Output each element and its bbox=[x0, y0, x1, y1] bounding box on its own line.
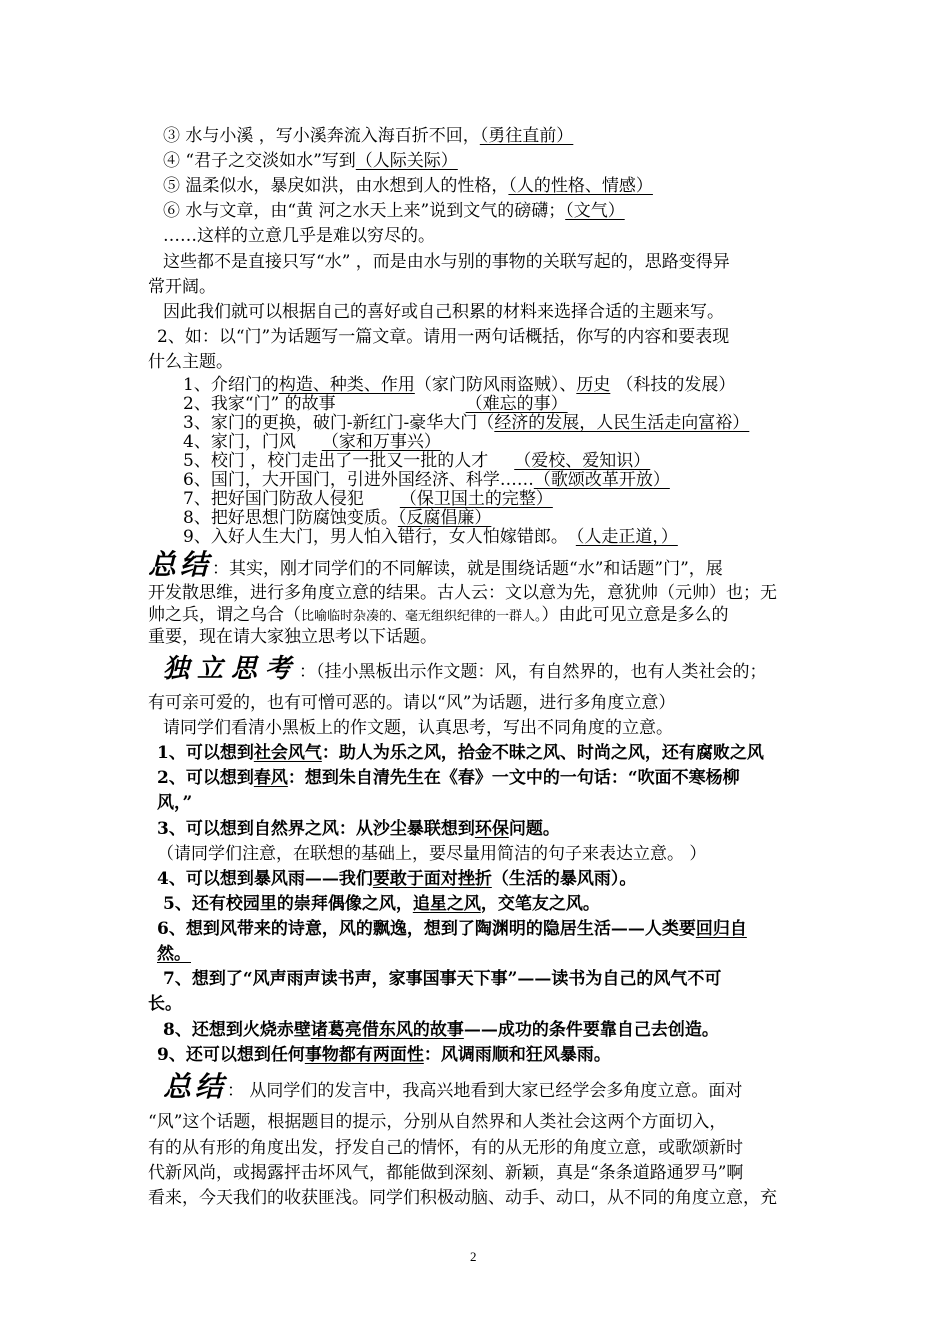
text-line bbox=[148, 604, 729, 628]
text: 代新风尚，或揭露抨击坏风气，都能做到深刻、新颖，真是“条条道路通罗马”啊 bbox=[148, 1163, 744, 1183]
text: 9、入好人生大门，男人怕入错行，女人怕嫁错郎。 bbox=[183, 527, 568, 547]
text: 因此我们就可以根据自己的喜好或自己积累的材料来选择合适的主题来写。 bbox=[163, 302, 724, 322]
underlined-answer: （人的性格、情感） bbox=[508, 176, 653, 196]
text-line bbox=[183, 471, 670, 490]
underlined-answer: 然。 bbox=[157, 944, 191, 964]
summary-heading: 总结 bbox=[163, 1070, 228, 1103]
text-line bbox=[163, 1019, 719, 1041]
underlined-answer: （难忘的事） bbox=[465, 394, 568, 414]
text-line bbox=[163, 225, 435, 247]
text-line bbox=[183, 414, 749, 433]
text: ：风调雨顺和狂风暴雨。 bbox=[423, 1045, 611, 1065]
text: （生活的暴风雨）。 bbox=[491, 869, 637, 889]
text: ③ 水与小溪 ，写小溪奔流入海百折不回， bbox=[163, 126, 480, 146]
text: 9、还可以想到任何 bbox=[157, 1045, 305, 1065]
text: 2、如：以“门”为话题写一篇文章。请用一两句话概括，你写的内容和要表现 bbox=[157, 327, 730, 347]
text: ……这样的立意几乎是难以穷尽的。 bbox=[163, 226, 435, 246]
underlined-answer: （保卫国土的完整） bbox=[399, 489, 553, 509]
text: 请同学们看清小黑板上的作文题，认真思考，写出不同角度的立意。 bbox=[163, 718, 673, 738]
underlined-answer: 社会风气 bbox=[253, 743, 322, 763]
text-line bbox=[157, 1044, 611, 1066]
text-line bbox=[157, 943, 191, 965]
underlined-answer: 诸葛亮借东风的故事 bbox=[310, 1020, 464, 1040]
text: 重要，现在请大家独立思考以下话题。 bbox=[148, 627, 437, 647]
text: 6、想到风带来的诗意，风的飘逸，想到了陶渊明的隐居生活——人类要 bbox=[157, 919, 696, 939]
underlined-answer: （爱校、爱知识） bbox=[514, 451, 651, 471]
text: 6、国门，大开国门，引进外国经济、科学…… bbox=[183, 470, 534, 490]
underlined-answer: 要敢于面对挫折 bbox=[372, 869, 492, 889]
underlined-answer: 春风 bbox=[253, 768, 288, 788]
text: 这些都不是直接只写“水” ，而是由水与别的事物的关联写起的，思路变得异 bbox=[163, 252, 730, 272]
text: ，交笔友之风。 bbox=[480, 894, 600, 914]
text-note: 比喻临时杂凑的、毫无组织纪律的一群人。 bbox=[301, 609, 542, 624]
text: 5、校门 ，校门走出了一批又一批的人才 bbox=[183, 451, 489, 471]
underlined-answer: （反腐倡廉） bbox=[397, 508, 492, 528]
text-line bbox=[157, 818, 560, 840]
text-line bbox=[148, 993, 182, 1015]
text: 问题。 bbox=[508, 819, 560, 839]
text: 7、想到了“风声雨声读书声，家事国事天下事”——读书为自己的风气不可 bbox=[163, 969, 722, 989]
text-line bbox=[148, 1137, 743, 1159]
text-line bbox=[163, 150, 458, 172]
text: 3、可以想到自然界之风：从沙尘暴联想到 bbox=[157, 819, 475, 839]
text: 8、把好思想门防腐蚀变质。 bbox=[183, 508, 398, 528]
text: 2、可以想到 bbox=[157, 768, 254, 788]
text-line bbox=[163, 251, 730, 273]
text-line bbox=[157, 792, 192, 814]
text: 1、介绍门的 bbox=[183, 375, 279, 395]
text: ：其实，刚才同学们的不同解读，就是围绕话题“水”和话题”门”，展 bbox=[212, 559, 723, 579]
text-line bbox=[148, 692, 675, 714]
text-line bbox=[157, 326, 729, 348]
summary-heading: 总结 bbox=[148, 548, 213, 581]
text: 开发散思维，进行多角度立意的结果。古人云：文以意为先，意犹帅（元帅）也；无 bbox=[148, 583, 777, 603]
text: 常开阔。 bbox=[148, 277, 216, 297]
text-line bbox=[148, 1162, 743, 1184]
underlined-answer: 构造、种类、作用 bbox=[278, 375, 415, 395]
underlined-answer: （人际关际） bbox=[355, 151, 458, 171]
underlined-answer: （歌颂改革开放） bbox=[533, 470, 670, 490]
text: 7、把好国门防敌人侵犯 bbox=[183, 489, 364, 509]
text-line bbox=[157, 767, 740, 789]
text: 长。 bbox=[148, 994, 182, 1014]
underlined-answer: （文气） bbox=[565, 201, 625, 221]
text-line bbox=[157, 742, 764, 764]
text: （科技的发展） bbox=[616, 375, 736, 395]
text-line bbox=[163, 200, 625, 222]
text: ⑤ 温柔似水，暴戾如洪，由水想到人的性格， bbox=[163, 176, 509, 196]
summary-line bbox=[148, 548, 723, 586]
text: （请同学们注意，在联想的基础上，要尽量用简洁的句子来表达立意。 ） bbox=[157, 844, 707, 864]
text-line bbox=[148, 1187, 777, 1209]
text: ： 从同学们的发言中，我高兴地看到大家已经学会多角度立意。面对 bbox=[227, 1081, 743, 1101]
page-number: 2 bbox=[470, 1249, 477, 1264]
text: 4、可以想到暴风雨——我们 bbox=[157, 869, 373, 889]
underlined-answer: 回归自 bbox=[695, 919, 747, 939]
text: ⑥ 水与文章，由“黄 河之水天上来”说到文气的磅礴； bbox=[163, 201, 566, 221]
text-line bbox=[157, 843, 706, 865]
text-line bbox=[157, 918, 747, 940]
text: 4、家门，门风 bbox=[183, 432, 296, 452]
text-line bbox=[163, 301, 724, 323]
text: ——成功的条件要靠自己去创造。 bbox=[463, 1020, 719, 1040]
underlined-answer: 经济的发展，人民生活走向富裕） bbox=[494, 413, 750, 433]
underlined-answer: （人走正道，） bbox=[575, 527, 678, 547]
text: （家门防风雨盗贼）、 bbox=[414, 375, 577, 395]
text-line bbox=[163, 968, 721, 990]
text: ：（挂小黑板出示作文题：风，有自然界的，也有人类社会的； bbox=[299, 662, 767, 682]
text-line bbox=[163, 175, 653, 197]
text: 3、家门的更换，破门-新红门-豪华大门（ bbox=[183, 413, 495, 433]
text: 有的从有形的角度出发，抒发自己的情怀，有的从无形的角度立意，或歌颂新时 bbox=[148, 1138, 743, 1158]
text: 风，” bbox=[157, 793, 193, 813]
text-line bbox=[163, 125, 573, 147]
text-line bbox=[183, 528, 678, 547]
text-line bbox=[157, 868, 636, 890]
independent-thinking-heading: 独立思考 bbox=[163, 654, 300, 684]
text-line bbox=[183, 395, 568, 414]
text: 2、我家“门” 的故事 bbox=[183, 394, 336, 414]
underlined-answer: （勇往直前） bbox=[479, 126, 574, 146]
text-line bbox=[183, 490, 553, 509]
text: 帅之兵，谓之乌合（ bbox=[148, 605, 301, 625]
underlined-answer: 环保 bbox=[474, 819, 509, 839]
underlined-answer: 历史 bbox=[576, 375, 611, 395]
text-line bbox=[183, 509, 491, 528]
text: 5、还有校园里的崇拜偶像之风， bbox=[163, 894, 413, 914]
text: 1、可以想到 bbox=[157, 743, 254, 763]
text-line bbox=[183, 376, 735, 395]
text: ④ “君子之交淡如水”写到 bbox=[163, 151, 356, 171]
text-line bbox=[183, 433, 441, 452]
underlined-answer: （家和万事兴） bbox=[321, 432, 441, 452]
text: ：助人为乐之风，拾金不昧之风、时尚之风，还有腐败之风 bbox=[321, 743, 764, 763]
text: 什么主题。 bbox=[148, 352, 233, 372]
text: 看来，今天我们的收获匪浅。同学们积极动脑、动手、动口，从不同的角度立意，充 bbox=[148, 1188, 777, 1208]
text-line bbox=[148, 582, 777, 604]
text: “风”这个话题，根据题目的提示，分别从自然界和人类社会这两个方面切入， bbox=[148, 1112, 727, 1132]
text-line bbox=[148, 1111, 726, 1133]
text-line bbox=[163, 717, 673, 739]
summary-line bbox=[163, 1070, 742, 1108]
text: ）由此可见立意是多么的 bbox=[541, 605, 729, 625]
text: 8、还想到火烧赤壁 bbox=[163, 1020, 311, 1040]
text: 有可亲可爱的，也有可憎可恶的。请以“风”为话题，进行多角度立意） bbox=[148, 693, 676, 713]
underlined-answer: 追星之风 bbox=[412, 894, 481, 914]
text-line bbox=[163, 893, 600, 915]
text: ：想到朱自清先生在《春》一文中的一句话：“吹面不寒杨柳 bbox=[287, 768, 740, 788]
underlined-answer: 事物都有两面性 bbox=[304, 1045, 424, 1065]
section-heading-line bbox=[163, 652, 767, 689]
text-line bbox=[148, 626, 437, 648]
text-line bbox=[148, 276, 216, 298]
text-line bbox=[148, 351, 233, 373]
text-line bbox=[183, 452, 650, 471]
